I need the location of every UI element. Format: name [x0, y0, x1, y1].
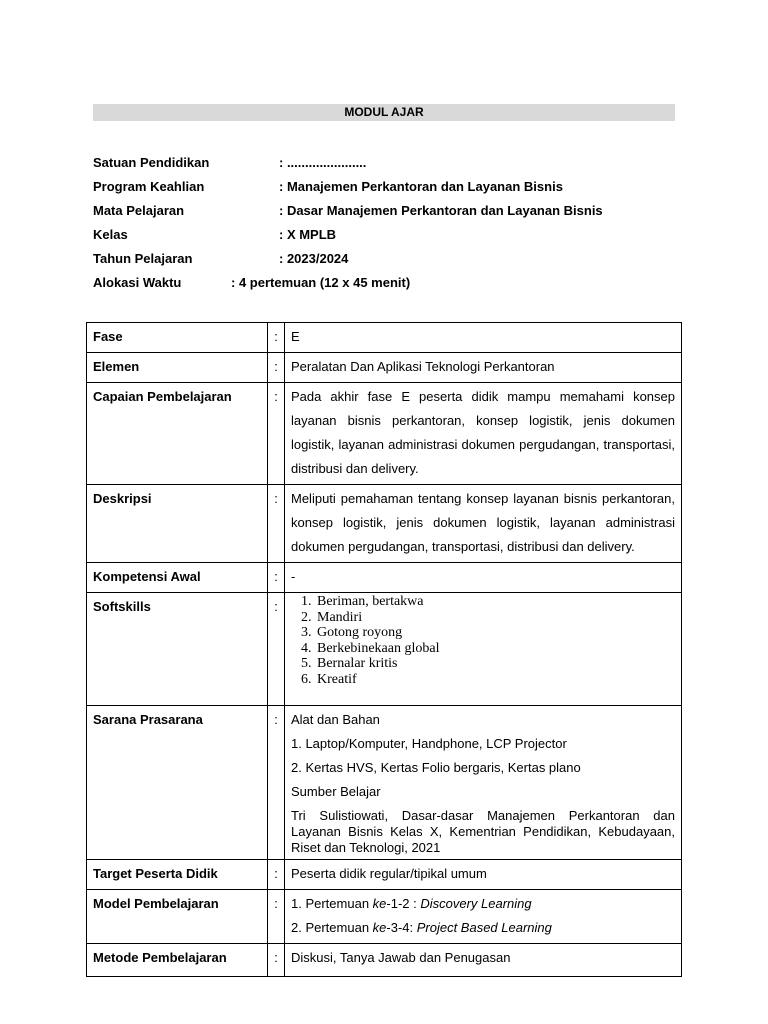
sarana-line: Sumber Belajar [291, 784, 381, 799]
row-label: Sarana Prasarana [87, 706, 268, 860]
table-row-fase [87, 323, 682, 353]
list-item: 5. Bernalar kritis [315, 656, 675, 672]
table-row-softskills [87, 593, 682, 706]
sarana-line: Alat dan Bahan [291, 712, 380, 727]
row-label: Model Pembelajaran [87, 890, 268, 944]
row-colon: : [268, 485, 285, 563]
table-row-deskripsi [87, 485, 682, 563]
row-label: Kompetensi Awal [87, 563, 268, 593]
table-row-model [87, 890, 682, 944]
row-colon: : [268, 860, 285, 890]
row-value: Pada akhir fase E peserta didik mampu memahami konsep layanan bisnis perkantoran, konsep logistik, jenis dokumen logistik, layanan administrasi dokumen pergudangan, transportasi, distribusi dan delivery. [285, 383, 682, 485]
model-line-2 [291, 916, 675, 940]
row-label: Target Peserta Didik [87, 860, 268, 890]
info-label: Alokasi Waktu [93, 275, 182, 290]
model-line-1 [291, 892, 675, 916]
row-label: Deskripsi [87, 485, 268, 563]
list-item: 4. Berkebinekaan global [315, 641, 675, 657]
list-item: 6. Kreatif [315, 672, 675, 688]
list-item: 3. Gotong royong [315, 625, 675, 641]
sarana-source: Tri Sulistiowati, Dasar-dasar Manajemen Perkantoran dan Layanan Bisnis Kelas X, Kementrian Pendidikan, Kebudayaan, Riset dan Teknologi, 2021 [291, 808, 675, 855]
row-label: Fase [87, 323, 268, 353]
info-value: : ...................... [279, 155, 367, 170]
info-label: Program Keahlian [93, 179, 205, 194]
info-label: Mata Pelajaran [93, 203, 185, 218]
row-value: Meliputi pemahaman tentang konsep layanan bisnis perkantoran, konsep logistik, jenis dokumen logistik, layanan administrasi dokumen pergudangan, transportasi, distribusi dan delivery. [285, 485, 682, 563]
row-colon: : [268, 706, 285, 860]
row-label: Elemen [87, 353, 268, 383]
sarana-cell [285, 706, 682, 860]
table-row-sarana [87, 706, 682, 860]
model-ke: ke [372, 896, 387, 911]
info-label: Satuan Pendidikan [93, 155, 210, 170]
model-session: -1-2 : [386, 896, 421, 911]
row-label: Capaian Pembelajaran [87, 383, 268, 485]
softskills-list [291, 594, 675, 687]
row-colon: : [268, 383, 285, 485]
sarana-line: 2. Kertas HVS, Kertas Folio bergaris, Kertas plano [291, 760, 581, 775]
model-session: -3-4: [386, 920, 417, 935]
table-row-elemen [87, 353, 682, 383]
row-colon: : [268, 944, 285, 977]
table-row-target [87, 860, 682, 890]
info-value: : Manajemen Perkantoran dan Layanan Bisnis [279, 179, 563, 194]
row-value: E [285, 323, 682, 353]
info-value: : 4 pertemuan (12 x 45 menit) [231, 275, 411, 290]
softskills-list-cell [285, 593, 682, 706]
table-row-kompetensi [87, 563, 682, 593]
sarana-line: 1. Laptop/Komputer, Handphone, LCP Projector [291, 736, 567, 751]
info-value: : X MPLB [279, 227, 337, 242]
model-prefix: 2. Pertemuan [291, 920, 373, 935]
row-label: Softskills [87, 593, 268, 706]
model-ke: ke [372, 920, 387, 935]
list-item: 1. Beriman, bertakwa [315, 594, 675, 610]
info-label: Tahun Pelajaran [93, 251, 193, 266]
module-table [86, 322, 682, 977]
model-name: Discovery Learning [420, 896, 532, 911]
row-colon: : [268, 890, 285, 944]
info-label: Kelas [93, 227, 128, 242]
model-cell [285, 890, 682, 944]
row-colon: : [268, 353, 285, 383]
document-title: MODUL AJAR [93, 104, 675, 121]
table-row-metode [87, 944, 682, 977]
list-item: 2. Mandiri [315, 610, 675, 626]
row-value: - [285, 563, 682, 593]
row-colon: : [268, 593, 285, 706]
row-value: Diskusi, Tanya Jawab dan Penugasan [285, 944, 682, 977]
table-row-capaian [87, 383, 682, 485]
row-label: Metode Pembelajaran [87, 944, 268, 977]
info-value: : 2023/2024 [279, 251, 349, 266]
row-colon: : [268, 563, 285, 593]
row-colon: : [268, 323, 285, 353]
info-value: : Dasar Manajemen Perkantoran dan Layanan Bisnis [279, 203, 603, 218]
model-name: Project Based Learning [416, 920, 552, 935]
model-prefix: 1. Pertemuan [291, 896, 373, 911]
row-value: Peralatan Dan Aplikasi Teknologi Perkantoran [285, 353, 682, 383]
row-value: Peserta didik regular/tipikal umum [285, 860, 682, 890]
